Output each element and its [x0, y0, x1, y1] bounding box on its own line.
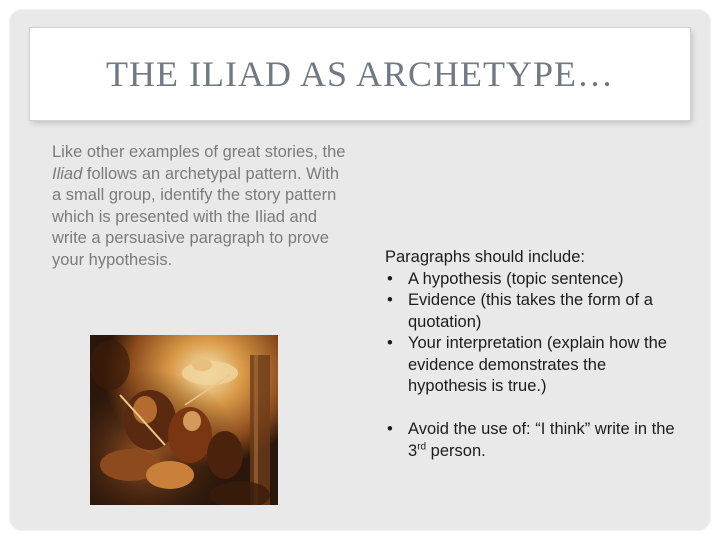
- list-item-text-after: person.: [426, 441, 486, 460]
- list-item-text: Evidence (this takes the form of a quotation): [408, 291, 653, 331]
- list-item: [385, 269, 685, 291]
- slide: [10, 10, 710, 530]
- slide-title: THE ILIAD AS ARCHETYPE…: [106, 54, 614, 94]
- bullet-icon: •: [387, 269, 393, 288]
- list-spacer: [385, 398, 685, 420]
- instructions-text: [52, 142, 352, 271]
- list-item-text-before: Avoid the use of: “I think” write in the 3: [408, 420, 675, 460]
- list-item-text: Your interpretation (explain how the evidence demonstrates the hypothesis is true.): [408, 334, 667, 395]
- list-item: [385, 290, 685, 333]
- title-box: [30, 28, 690, 120]
- requirements-list: [385, 269, 685, 398]
- painting-illustration: [90, 335, 278, 505]
- list-item: [385, 333, 685, 398]
- bullet-icon: •: [387, 291, 393, 309]
- bullet-icon: •: [387, 334, 393, 352]
- battle-painting-image: [90, 335, 278, 505]
- requirements-heading: Paragraphs should include:: [385, 248, 585, 266]
- ordinal-superscript: rd: [417, 441, 427, 452]
- requirements-text: [385, 247, 685, 462]
- instructions-part-2: follows an archetypal pattern. With a small group, identify the story pattern which is presented with the Iliad and write a persuasive paragraph to prove your hypothesis.: [52, 164, 340, 269]
- requirements-list-2: [385, 419, 685, 462]
- bullet-icon: •: [387, 420, 393, 438]
- list-item-text: A hypothesis (topic sentence): [408, 269, 624, 288]
- list-item: [385, 419, 685, 462]
- instructions-part-1: Like other examples of great stories, the: [52, 143, 346, 161]
- instructions-italic-title: Iliad: [52, 164, 83, 183]
